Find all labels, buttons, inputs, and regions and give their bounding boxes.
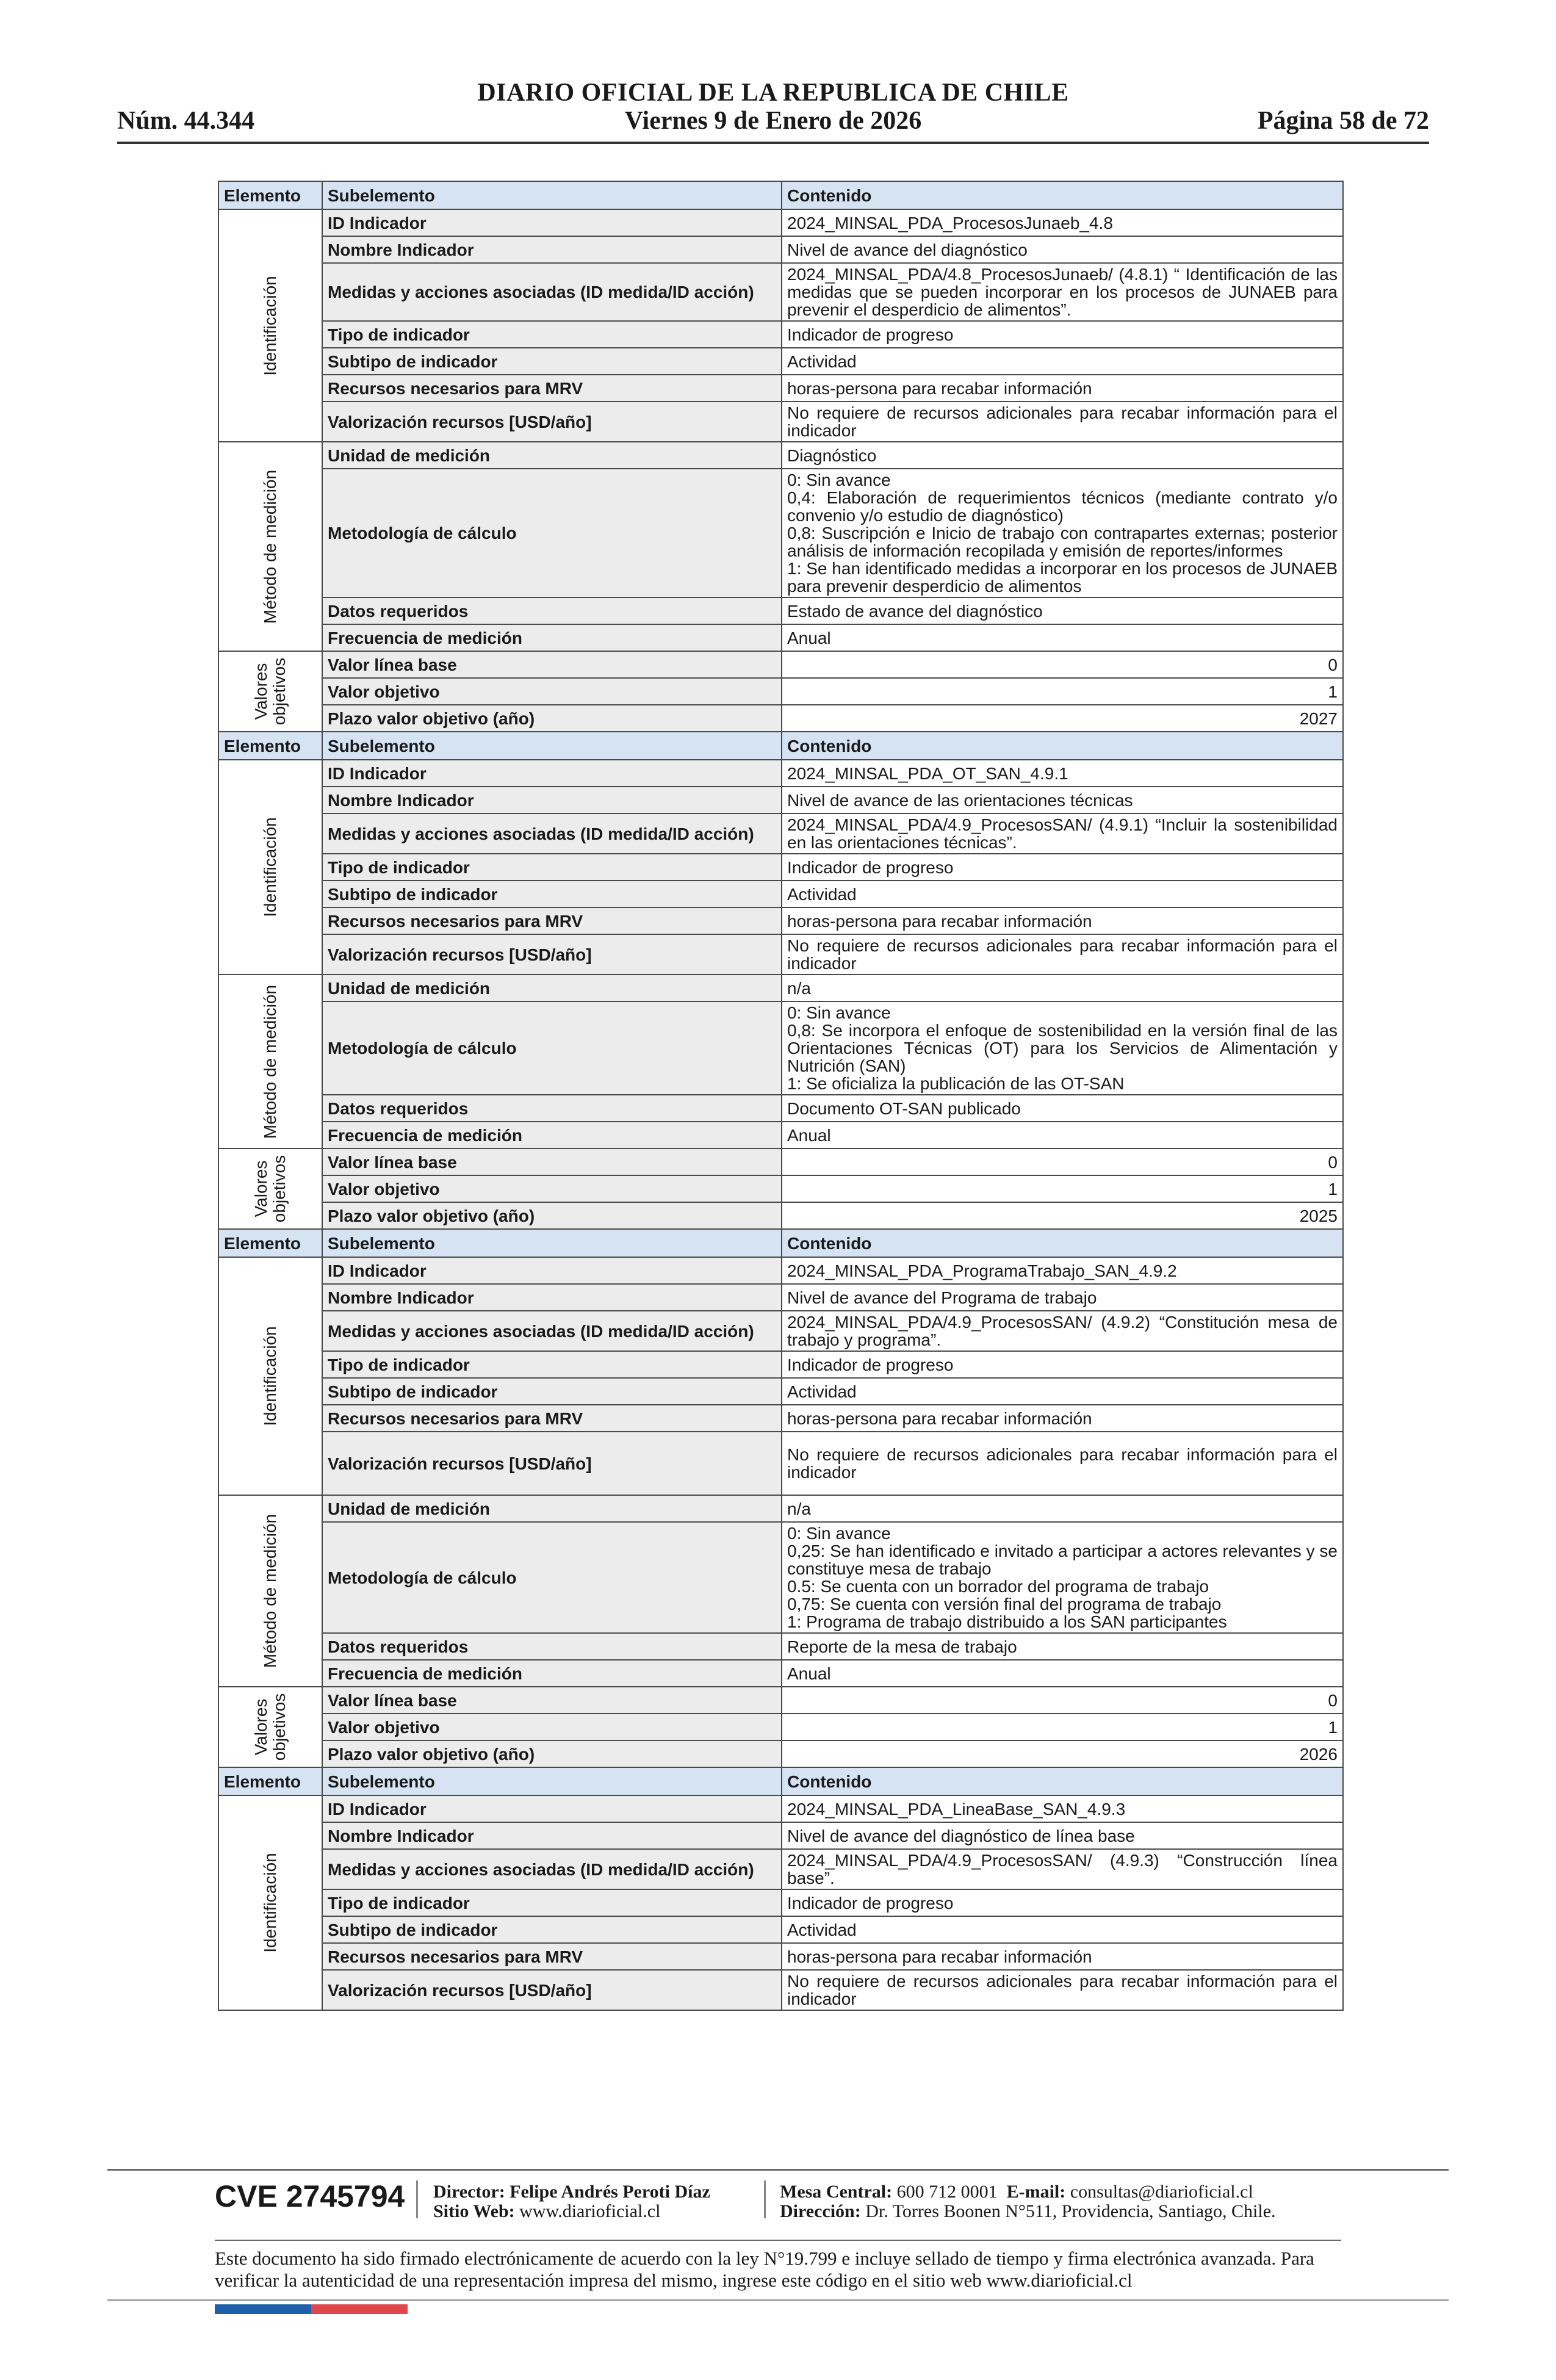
table-row — [218, 1714, 1343, 1740]
subelement-cell: ID Indicador — [322, 1257, 782, 1284]
table-row — [218, 1916, 1343, 1943]
table-row — [218, 1378, 1343, 1405]
mesa-label: Mesa Central: — [780, 2182, 893, 2202]
issue-date: Viernes 9 de Enero de 2026 — [624, 107, 922, 135]
header-subelemento: Subelemento — [322, 181, 782, 209]
subelement-cell: ID Indicador — [322, 1795, 782, 1822]
subelement-cell: Metodología de cálculo — [322, 469, 782, 597]
element-group-valores — [218, 1149, 322, 1229]
table-row — [218, 375, 1343, 402]
subelement-cell: Recursos necesarios para MRV — [322, 907, 782, 934]
header-elemento: Elemento — [218, 732, 322, 760]
subelement-cell: Unidad de medición — [322, 1495, 782, 1522]
content-cell: Anual — [782, 1122, 1343, 1149]
subelement-cell: Valor línea base — [322, 651, 782, 678]
table-row — [218, 760, 1343, 787]
table-header-row — [218, 181, 1343, 209]
element-group-valores — [218, 651, 322, 732]
table-row — [218, 651, 1343, 678]
email-link[interactable]: consultas@diarioficial.cl — [1070, 2182, 1253, 2202]
table-row — [218, 1149, 1343, 1175]
content-cell: horas-persona para recabar información — [782, 1405, 1343, 1432]
element-label: Método de medición — [261, 984, 279, 1139]
table-row — [218, 1740, 1343, 1767]
content-cell: 2024_MINSAL_PDA/4.9_ProcesosSAN/ (4.9.2) “Constitución mesa de trabajo y programa”. — [782, 1311, 1343, 1351]
content-cell: horas-persona para recabar información — [782, 907, 1343, 934]
table-row — [218, 442, 1343, 469]
table-row — [218, 1822, 1343, 1849]
table-row — [218, 934, 1343, 975]
subelement-cell: Tipo de indicador — [322, 1351, 782, 1378]
footer-director-block — [433, 2182, 710, 2221]
header-elemento: Elemento — [218, 1767, 322, 1795]
table-row — [218, 402, 1343, 442]
table-row — [218, 678, 1343, 705]
subelement-cell: Valorización recursos [USD/año] — [322, 1970, 782, 2010]
content-cell: Documento OT-SAN publicado — [782, 1095, 1343, 1122]
subelement-cell: Nombre Indicador — [322, 236, 782, 263]
subelement-cell: Valor línea base — [322, 1149, 782, 1175]
table-row — [218, 1633, 1343, 1660]
footer-divider — [215, 2240, 1341, 2241]
element-group-identificacion — [218, 1257, 322, 1495]
content-cell: No requiere de recursos adicionales para recabar información para el indicador — [782, 1970, 1343, 2010]
content-cell: Indicador de progreso — [782, 321, 1343, 348]
content-cell: 2026 — [782, 1740, 1343, 1767]
subelement-cell: Recursos necesarios para MRV — [322, 375, 782, 402]
subelement-cell: Frecuencia de medición — [322, 1660, 782, 1687]
table-row — [218, 1175, 1343, 1202]
flag-bar-red — [311, 2304, 408, 2314]
element-label-line1: Valores — [251, 663, 270, 720]
subelement-cell: Tipo de indicador — [322, 1889, 782, 1916]
table-row — [218, 209, 1343, 236]
content-cell: Nivel de avance del diagnóstico — [782, 236, 1343, 263]
content-cell: Actividad — [782, 881, 1343, 907]
subelement-cell: Subtipo de indicador — [322, 1378, 782, 1405]
element-label: Identificación — [261, 1326, 279, 1426]
director-name: Felipe Andrés Peroti Díaz — [510, 2182, 710, 2202]
table-row — [218, 1284, 1343, 1311]
table-row — [218, 1122, 1343, 1149]
element-label: Método de medición — [261, 469, 279, 624]
subelement-cell: Datos requeridos — [322, 597, 782, 624]
element-group-identificacion — [218, 209, 322, 442]
content-cell: No requiere de recursos adicionales para recabar información para el indicador — [782, 402, 1343, 442]
content-cell: 0 — [782, 651, 1343, 678]
element-label — [252, 1693, 289, 1761]
cve-code: CVE 2745794 — [215, 2179, 405, 2213]
indicator-table — [218, 181, 1344, 2011]
web-label: Sitio Web: — [433, 2201, 515, 2221]
subelement-cell: Frecuencia de medición — [322, 1122, 782, 1149]
subelement-cell: Nombre Indicador — [322, 787, 782, 813]
subelement-cell: Tipo de indicador — [322, 854, 782, 881]
subelement-cell: Valorización recursos [USD/año] — [322, 934, 782, 975]
element-group-valores — [218, 1687, 322, 1767]
table-row — [218, 348, 1343, 375]
content-cell: 2024_MINSAL_PDA_ProcesosJunaeb_4.8 — [782, 209, 1343, 236]
table-row — [218, 1970, 1343, 2010]
footer-separator — [416, 2180, 418, 2218]
header-divider — [117, 142, 1429, 144]
content-cell: 2025 — [782, 1202, 1343, 1229]
table-row — [218, 1522, 1343, 1633]
subelement-cell: Datos requeridos — [322, 1633, 782, 1660]
element-label-line2: objetivos — [270, 1693, 289, 1761]
content-cell: 0 — [782, 1149, 1343, 1175]
content-cell: 0: Sin avance 0,25: Se han identificado e invitado a participar a actores relevantes y se constituye mesa de trabajo 0.5: Se cuenta con un borrador del programa de trabajo 0,75: Se cuenta con versión final del programa de trabajo 1: Programa de trabajo distribuido a los SAN participantes — [782, 1522, 1343, 1633]
table-row — [218, 236, 1343, 263]
element-group-identificacion — [218, 760, 322, 975]
element-group-metodo — [218, 1495, 322, 1687]
table-row — [218, 624, 1343, 651]
content-cell: 2024_MINSAL_PDA_ProgramaTrabajo_SAN_4.9.2 — [782, 1257, 1343, 1284]
content-cell: Indicador de progreso — [782, 1351, 1343, 1378]
header-subelemento: Subelemento — [322, 1767, 782, 1795]
indicator-table-body — [218, 181, 1343, 2010]
subelement-cell: Valor objetivo — [322, 1175, 782, 1202]
content-cell: No requiere de recursos adicionales para recabar información para el indicador — [782, 934, 1343, 975]
table-row — [218, 469, 1343, 597]
table-row — [218, 1849, 1343, 1889]
subelement-cell: Subtipo de indicador — [322, 348, 782, 375]
content-cell: 0 — [782, 1687, 1343, 1714]
subelement-cell: Valor objetivo — [322, 678, 782, 705]
table-row — [218, 1495, 1343, 1522]
table-row — [218, 813, 1343, 854]
element-group-metodo — [218, 975, 322, 1149]
content-cell: horas-persona para recabar información — [782, 1943, 1343, 1970]
element-label: Método de medición — [261, 1513, 279, 1668]
table-row — [218, 1660, 1343, 1687]
element-label-line2: objetivos — [270, 1155, 289, 1223]
subelement-cell: Frecuencia de medición — [322, 624, 782, 651]
flag-bar-blue — [215, 2304, 311, 2314]
content-cell: 1 — [782, 1714, 1343, 1740]
footer-divider — [107, 2299, 1449, 2301]
subelement-cell: Valorización recursos [USD/año] — [322, 402, 782, 442]
header-elemento: Elemento — [218, 1229, 322, 1257]
subelement-cell: Plazo valor objetivo (año) — [322, 705, 782, 732]
content-cell: 0: Sin avance 0,4: Elaboración de requerimientos técnicos (mediante contrato y/o convenio y/o estudio de diagnóstico) 0,8: Suscripción e Inicio de trabajo con contrapartes externas; posterior análisis de información recopilada y emisión de reportes/informes 1: Se han identificado medidas a incorporar en los procesos de JUNAEB para prevenir desperdicio de alimentos — [782, 469, 1343, 597]
header-contenido: Contenido — [782, 1767, 1343, 1795]
page-header — [117, 76, 1429, 143]
header-elemento: Elemento — [218, 181, 322, 209]
content-cell: Nivel de avance del Programa de trabajo — [782, 1284, 1343, 1311]
element-label — [252, 658, 289, 726]
element-label: Identificación — [261, 275, 279, 376]
element-label: Identificación — [261, 1853, 279, 1953]
element-group-identificacion — [218, 1795, 322, 2010]
footer-separator — [764, 2180, 766, 2218]
subelement-cell: Valor línea base — [322, 1687, 782, 1714]
table-row — [218, 1432, 1343, 1495]
content-cell: Reporte de la mesa de trabajo — [782, 1633, 1343, 1660]
table-row — [218, 1351, 1343, 1378]
element-label-line1: Valores — [251, 1160, 270, 1217]
table-row — [218, 597, 1343, 624]
direccion-label: Dirección: — [780, 2201, 861, 2221]
content-cell: Nivel de avance del diagnóstico de línea base — [782, 1822, 1343, 1849]
subelement-cell: Plazo valor objetivo (año) — [322, 1740, 782, 1767]
content-cell: 2024_MINSAL_PDA_OT_SAN_4.9.1 — [782, 760, 1343, 787]
subelement-cell: Unidad de medición — [322, 975, 782, 1001]
table-row — [218, 1687, 1343, 1714]
subelement-cell: Metodología de cálculo — [322, 1522, 782, 1633]
subelement-cell: ID Indicador — [322, 760, 782, 787]
content-cell: 2024_MINSAL_PDA_LineaBase_SAN_4.9.3 — [782, 1795, 1343, 1822]
content-cell: n/a — [782, 1495, 1343, 1522]
content-cell: Actividad — [782, 1378, 1343, 1405]
table-row — [218, 1001, 1343, 1095]
footer-contact-block — [780, 2182, 1276, 2221]
header-contenido: Contenido — [782, 732, 1343, 760]
subelement-cell: Metodología de cálculo — [322, 1001, 782, 1095]
element-label-line2: objetivos — [270, 657, 289, 726]
website-link[interactable]: www.diarioficial.cl — [519, 2201, 661, 2221]
content-cell: 2024_MINSAL_PDA/4.9_ProcesosSAN/ (4.9.1) “Incluir la sostenibilidad en las orientaciones técnicas”. — [782, 813, 1343, 854]
content-cell: horas-persona para recabar información — [782, 375, 1343, 402]
table-header-row — [218, 1767, 1343, 1795]
subelement-cell: Tipo de indicador — [322, 321, 782, 348]
content-cell: 1 — [782, 1175, 1343, 1202]
table-row — [218, 975, 1343, 1001]
element-label-line1: Valores — [251, 1698, 270, 1756]
content-cell: Indicador de progreso — [782, 854, 1343, 881]
content-cell: 2027 — [782, 705, 1343, 732]
subelement-cell: Recursos necesarios para MRV — [322, 1943, 782, 1970]
table-header-row — [218, 1229, 1343, 1257]
header-contenido: Contenido — [782, 181, 1343, 209]
table-row — [218, 1889, 1343, 1916]
page-number: Página 58 de 72 — [1257, 107, 1429, 135]
legal-notice: Este documento ha sido firmado electrónicamente de acuerdo con la ley N°19.799 e incluye sellado de tiempo y firma electrónica avanzada. Para verificar la autenticidad de una representación impresa del mismo, ingrese este código en el sitio web www.diarioficial.cl — [215, 2248, 1314, 2291]
content-cell: 1 — [782, 678, 1343, 705]
content-cell: Anual — [782, 624, 1343, 651]
content-cell: Estado de avance del diagnóstico — [782, 597, 1343, 624]
content-cell: 2024_MINSAL_PDA/4.8_ProcesosJunaeb/ (4.8.1) “ Identificación de las medidas que se pueden incorporar en los procesos de JUNAEB para prevenir el desperdicio de alimentos”. — [782, 263, 1343, 321]
subelement-cell: Recursos necesarios para MRV — [322, 1405, 782, 1432]
director-label: Director: — [433, 2182, 505, 2202]
table-row — [218, 263, 1343, 321]
subelement-cell: Medidas y acciones asociadas (ID medida/ID acción) — [322, 813, 782, 854]
subelement-cell: Unidad de medición — [322, 442, 782, 469]
table-row — [218, 854, 1343, 881]
table-row — [218, 1943, 1343, 1970]
header-subelemento: Subelemento — [322, 1229, 782, 1257]
table-row — [218, 1095, 1343, 1122]
subelement-cell: Subtipo de indicador — [322, 1916, 782, 1943]
subelement-cell: Valorización recursos [USD/año] — [322, 1432, 782, 1495]
content-cell: Nivel de avance de las orientaciones técnicas — [782, 787, 1343, 813]
subelement-cell: Medidas y acciones asociadas (ID medida/ID acción) — [322, 1849, 782, 1889]
content-cell: Actividad — [782, 1916, 1343, 1943]
table-row — [218, 1311, 1343, 1351]
element-group-metodo — [218, 442, 322, 651]
table-row — [218, 787, 1343, 813]
subelement-cell: Nombre Indicador — [322, 1284, 782, 1311]
content-cell: Diagnóstico — [782, 442, 1343, 469]
content-cell: Indicador de progreso — [782, 1889, 1343, 1916]
content-cell: 0: Sin avance 0,8: Se incorpora el enfoque de sostenibilidad en la versión final de las Orientaciones Técnicas (OT) para los Servicios de Alimentación y Nutrición (SAN) 1: Se oficializa la publicación de las OT-SAN — [782, 1001, 1343, 1095]
content-cell: 2024_MINSAL_PDA/4.9_ProcesosSAN/ (4.9.3) “Construcción línea base”. — [782, 1849, 1343, 1889]
content-cell: Anual — [782, 1660, 1343, 1687]
table-header-row — [218, 732, 1343, 760]
publication-title: DIARIO OFICIAL DE LA REPUBLICA DE CHILE — [477, 79, 1069, 107]
subelement-cell: Nombre Indicador — [322, 1822, 782, 1849]
table-row — [218, 1202, 1343, 1229]
header-contenido: Contenido — [782, 1229, 1343, 1257]
subelement-cell: Medidas y acciones asociadas (ID medida/ID acción) — [322, 1311, 782, 1351]
subelement-cell: ID Indicador — [322, 209, 782, 236]
header-subelemento: Subelemento — [322, 732, 782, 760]
content-cell: No requiere de recursos adicionales para recabar información para el indicador — [782, 1432, 1343, 1495]
content-cell: Actividad — [782, 348, 1343, 375]
issue-number: Núm. 44.344 — [117, 107, 255, 135]
table-row — [218, 321, 1343, 348]
email-label: E-mail: — [1006, 2182, 1066, 2202]
subelement-cell: Datos requeridos — [322, 1095, 782, 1122]
mesa-phone: 600 712 0001 — [896, 2182, 998, 2202]
table-row — [218, 705, 1343, 732]
subelement-cell: Valor objetivo — [322, 1714, 782, 1740]
element-label: Identificación — [261, 817, 279, 917]
subelement-cell: Plazo valor objetivo (año) — [322, 1202, 782, 1229]
table-row — [218, 1795, 1343, 1822]
address: Dr. Torres Boonen N°511, Providencia, Santiago, Chile. — [865, 2201, 1276, 2221]
table-row — [218, 1405, 1343, 1432]
footer-divider — [107, 2169, 1449, 2171]
subelement-cell: Subtipo de indicador — [322, 881, 782, 907]
content-cell: n/a — [782, 975, 1343, 1001]
table-row — [218, 907, 1343, 934]
table-row — [218, 1257, 1343, 1284]
table-row — [218, 881, 1343, 907]
element-label — [252, 1155, 289, 1223]
subelement-cell: Medidas y acciones asociadas (ID medida/ID acción) — [322, 263, 782, 321]
